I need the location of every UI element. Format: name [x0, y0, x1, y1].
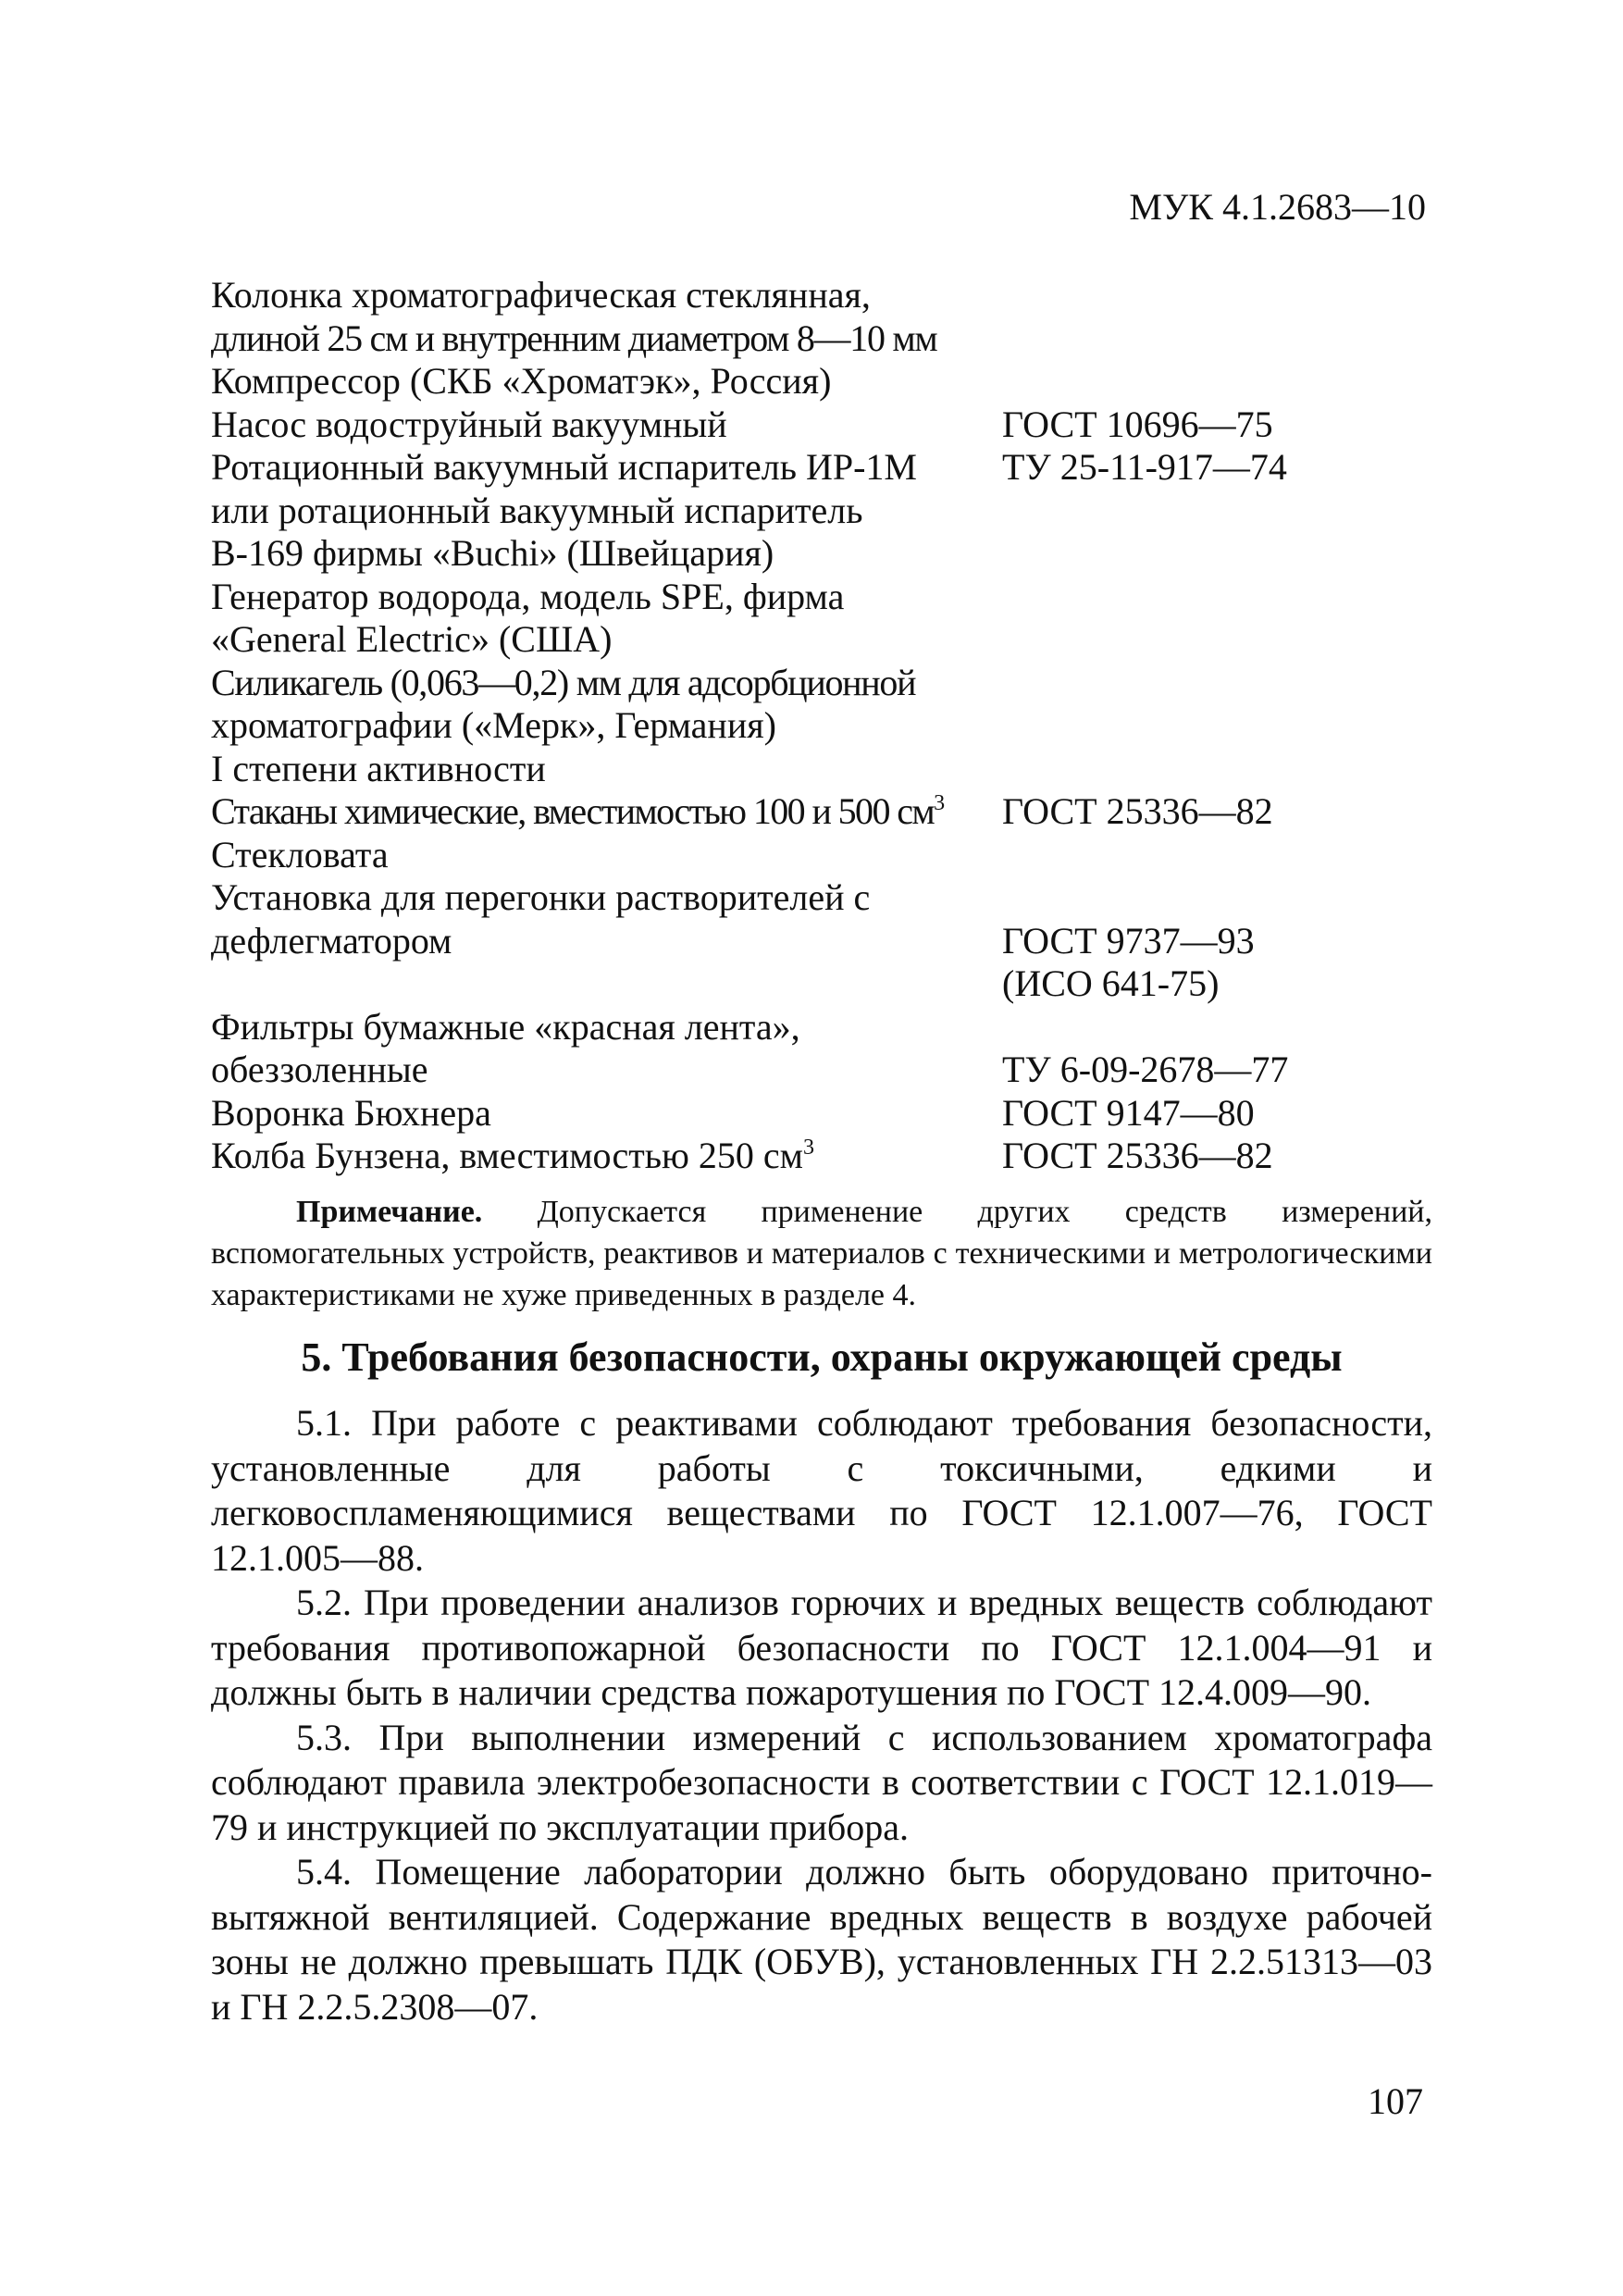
equipment-name-line: длиной 25 см и внутренним диаметром 8—10 мм: [211, 316, 937, 359]
equipment-name-line: Насос водоструйный вакуумный: [211, 403, 727, 445]
equipment-item: [211, 274, 1432, 360]
section-body: [211, 1401, 1432, 2029]
equipment-name-line: Установка для перегонки растворителей с: [211, 876, 871, 918]
equipment-name-line: Генератор водорода, модель SPE, фирма: [211, 575, 845, 617]
equipment-name-line: Компрессор (СКБ «Хроматэк», Россия): [211, 360, 832, 402]
section-title: 5. Требования безопасности, охраны окружающей среды: [301, 1334, 1343, 1380]
equipment-name-line: или ротационный вакуумный испаритель: [211, 489, 863, 531]
equipment-name-text: Колба Бунзена, вместимостью 250 см: [211, 1135, 803, 1176]
equipment-standard: ГОСТ 25336—82: [1002, 790, 1273, 832]
paragraph: 5.3. При выполнении измерений с использованием хроматографа соблюдают правила электробезопасности в соответствии с ГОСТ 12.1.019—79 и инструкцией по эксплуатации прибора.: [211, 1716, 1432, 1848]
equipment-item: [211, 576, 1432, 662]
equipment-name-line: обеззоленные: [211, 1049, 428, 1090]
equipment-item: [211, 403, 1432, 447]
equipment-name-line: В-169 фирмы «Buchi» (Швейцария): [211, 532, 774, 574]
equipment-list: [211, 274, 1432, 1178]
superscript: 3: [934, 791, 944, 815]
equipment-standard: [1002, 274, 1432, 360]
equipment-name-line: хроматографии («Мерк», Германия): [211, 704, 776, 746]
equipment-item: [211, 1092, 1432, 1136]
paragraph: 5.4. Помещение лаборатории должно быть оборудовано приточно-вытяжной вентиляцией. Содержание вредных веществ в воздухе рабочей зоны не должно превышать ПДК (ОБУВ), установленных ГН 2.2.51313—03 и ГН 2.2.5.2308—07.: [211, 1851, 1432, 2028]
note-label: Примечание.: [296, 1195, 483, 1229]
equipment-standard: [1002, 576, 1432, 662]
equipment-standard: ТУ 6-09-2678—77: [1002, 1049, 1289, 1090]
equipment-item: [211, 446, 1432, 576]
equipment-item: [211, 662, 1432, 791]
equipment-name-line: Силикагель (0,063—0,2) мм для адсорбционной: [211, 661, 916, 703]
equipment-item: [211, 1006, 1432, 1092]
equipment-item: [211, 834, 1432, 877]
equipment-standard: ГОСТ 10696—75: [1002, 403, 1273, 445]
page-number: 107: [1368, 2080, 1423, 2122]
equipment-standard: ГОСТ 9737—93: [1002, 919, 1255, 962]
equipment-name-text: Стаканы химические, вместимостью 100 и 500 см: [211, 790, 935, 832]
equipment-item: [211, 790, 1432, 834]
equipment-name-line: дефлегматором: [211, 919, 452, 962]
equipment-item: [211, 876, 1432, 1006]
note: [211, 1191, 1432, 1316]
equipment-standard: [1002, 834, 1432, 877]
equipment-name-line: «General Electric» (США): [211, 618, 613, 660]
equipment-standard: [1002, 360, 1432, 403]
equipment-name-line: [211, 1135, 1002, 1178]
equipment-name-line: Воронка Бюхнера: [211, 1091, 491, 1134]
equipment-name-line: Стекловата: [211, 833, 389, 875]
equipment-standard: ГОСТ 25336—82: [1002, 1135, 1273, 1176]
document-code: МУК 4.1.2683—10: [1129, 186, 1426, 228]
equipment-name-line: Фильтры бумажные «красная лента»,: [211, 1005, 800, 1048]
equipment-name-line: I степени активности: [211, 747, 546, 789]
equipment-name-line: Ротационный вакуумный испаритель ИР-1М: [211, 446, 917, 488]
equipment-standard: ТУ 25-11-917—74: [1002, 446, 1287, 488]
equipment-name-line: [211, 790, 1002, 834]
equipment-standard: ГОСТ 9147—80: [1002, 1091, 1255, 1134]
note-text: Допускается применение других средств измерений, вспомогательных устройств, реактивов и материалов с техническими и метрологическими характеристиками не хуже приведенных в разделе 4.: [211, 1195, 1432, 1312]
equipment-item: [211, 360, 1432, 403]
equipment-standard-extra: (ИСО 641-75): [1002, 962, 1220, 1004]
superscript: 3: [802, 1136, 814, 1160]
equipment-standard: [1002, 662, 1432, 791]
equipment-name-line: Колонка хроматографическая стеклянная,: [211, 274, 871, 316]
equipment-item: [211, 1135, 1432, 1178]
paragraph: 5.1. При работе с реактивами соблюдают требования безопасности, установленные для работы с токсичными, едкими и легковоспламеняющимися веществами по ГОСТ 12.1.007—76, ГОСТ 12.1.005—88.: [211, 1402, 1432, 1579]
paragraph: 5.2. При проведении анализов горючих и вредных веществ соблюдают требования противопожарной безопасности по ГОСТ 12.1.004—91 и должны быть в наличии средства пожаротушения по ГОСТ 12.4.009—90.: [211, 1582, 1432, 1713]
